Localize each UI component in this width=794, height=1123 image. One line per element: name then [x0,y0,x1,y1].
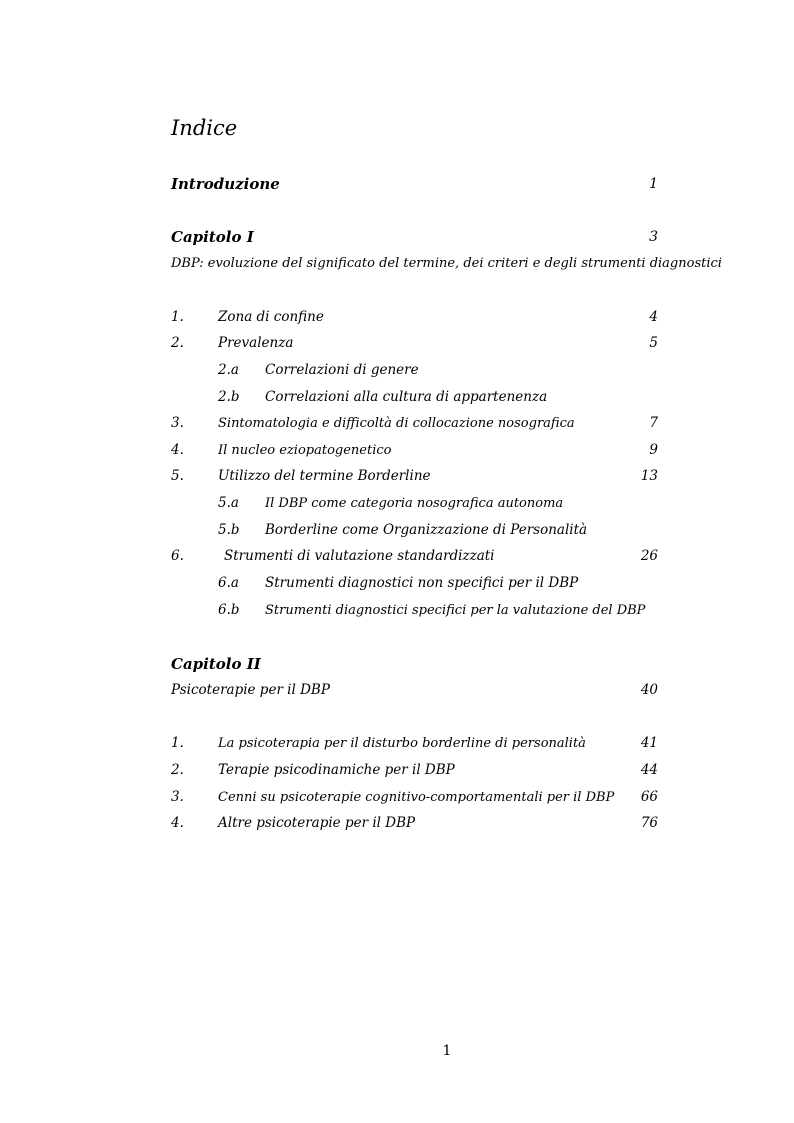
toc-item-number: 3. [171,415,184,431]
toc-chapter2-page: 40 [640,682,658,698]
toc-item-label: Zona di confine [218,309,324,325]
toc-subitem-number: 5.a [218,495,239,511]
toc-item-label: Cenni su psicoterapie cognitivo-comportamentali per il DBP [218,790,615,805]
toc-chapter1-page: 3 [649,229,658,245]
toc-subitem-number: 5.b [218,522,240,538]
toc-item-label: Strumenti di valutazione standardizzati [224,548,495,564]
toc-item-number: 6. [171,548,184,564]
toc-chapter1-label: Capitolo I [171,228,254,246]
toc-subitem-label: Correlazioni alla cultura di appartenenza [265,389,548,405]
toc-chapter1-subtitle: DBP: evoluzione del significato del termine, dei criteri e degli strumenti diagnostici [171,256,722,271]
toc-item-page: 9 [649,442,658,458]
toc-item-number: 1. [171,735,184,751]
toc-item-number: 2. [171,762,184,778]
toc-item-label: Terapie psicodinamiche per il DBP [218,762,455,778]
page-number: 1 [442,1043,452,1059]
toc-item-number: 3. [171,789,184,805]
toc-item-label: Il nucleo eziopatogenetico [218,443,392,458]
toc-item-label: Altre psicoterapie per il DBP [218,815,416,831]
toc-item-page: 44 [640,762,658,778]
toc-introduzione-label: Introduzione [171,175,280,193]
toc-item-page: 76 [640,815,658,831]
toc-chapter2-subtitle: Psicoterapie per il DBP [171,682,330,698]
toc-item-page: 13 [640,468,658,484]
toc-subitem-label: Strumenti diagnostici specifici per la valutazione del DBP [265,603,646,618]
toc-subitem-number: 6.b [218,602,240,618]
toc-item-page: 4 [649,309,658,325]
toc-item-number: 1. [171,309,184,325]
toc-item-label: Sintomatologia e difficoltà di collocazione nosografica [218,416,575,431]
toc-item-number: 5. [171,468,184,484]
toc-item-page: 66 [640,789,658,805]
toc-item-page: 7 [649,415,658,431]
toc-subitem-number: 2.a [218,362,239,378]
toc-chapter2-label: Capitolo II [171,655,261,673]
toc-subitem-number: 6.a [218,575,239,591]
toc-item-label: Utilizzo del termine Borderline [218,468,431,484]
toc-item-page: 26 [640,548,658,564]
toc-item-number: 4. [171,442,184,458]
toc-subitem-label: Correlazioni di genere [265,362,419,378]
toc-item-page: 5 [649,335,658,351]
toc-item-number: 2. [171,335,184,351]
toc-subitem-label: Borderline come Organizzazione di Personalità [265,522,588,538]
toc-item-page: 41 [640,735,658,751]
toc-item-label: La psicoterapia per il disturbo borderline di personalità [218,736,586,751]
toc-subitem-number: 2.b [218,389,240,405]
toc-item-label: Prevalenza [218,335,294,351]
page-title: Indice [171,116,238,140]
toc-subitem-label: Strumenti diagnostici non specifici per il DBP [265,575,579,591]
toc-introduzione-page: 1 [649,176,658,192]
toc-subitem-label: Il DBP come categoria nosografica autonoma [265,496,564,511]
toc-item-number: 4. [171,815,184,831]
